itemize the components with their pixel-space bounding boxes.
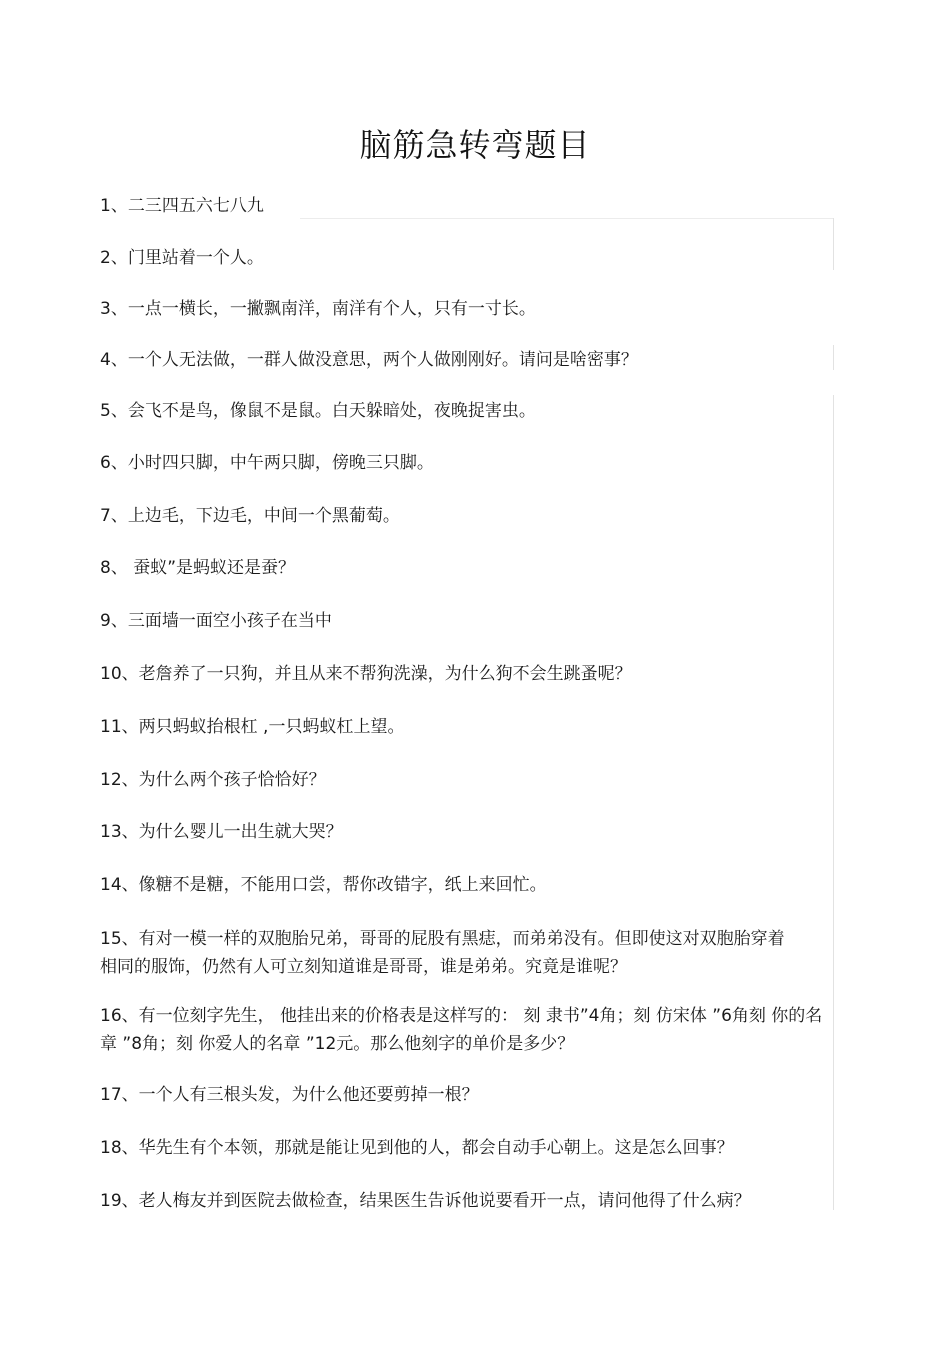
question-17: 17、一个人有三根头发，为什么他还要剪掉一根？ <box>100 1085 479 1105</box>
question-6: 6、小时四只脚，中午两只脚，傍晚三只脚。 <box>100 453 434 473</box>
question-11: 11、两只蚂蚁抬根杠 ,一只蚂蚁杠上望。 <box>100 717 405 737</box>
question-1: 1、二三四五六七八九 <box>100 196 264 216</box>
question-16: 16、有一位刻字先生， 他挂出来的价格表是这样写的： 刻 隶书”4角；刻 仿宋体 ”6角刻 你的名章 ”8角；刻 你爱人的名章 ”12元。那么他刻字的单价是多少？ <box>100 1006 823 1054</box>
question-7: 7、上边毛，下边毛，中间一个黑葡萄。 <box>100 506 400 526</box>
question-18: 18、华先生有个本领，那就是能让见到他的人，都会自动手心朝上。这是怎么回事？ <box>100 1138 734 1158</box>
question-13: 13、为什么婴儿一出生就大哭？ <box>100 822 343 842</box>
question-2: 2、门里站着一个人。 <box>100 248 264 268</box>
question-5: 5、会飞不是鸟，像鼠不是鼠。白天躲暗处，夜晚捉害虫。 <box>100 401 536 421</box>
question-19: 19、老人梅友并到医院去做检查，结果医生告诉他说要看开一点，请问他得了什么病？ <box>100 1191 751 1211</box>
question-4: 4、一个人无法做，一群人做没意思，两个人做刚刚好。请问是啥密事？ <box>100 350 638 370</box>
question-12: 12、为什么两个孩子恰恰好？ <box>100 770 326 790</box>
question-9: 9、三面墙一面空小孩子在当中 <box>100 611 332 631</box>
page-title: 脑筋急转弯题目 <box>359 126 591 164</box>
question-15: 15、有对一模一样的双胞胎兄弟，哥哥的屁股有黑痣，而弟弟没有。但即使这对双胞胎穿着相同的服饰，仍然有人可立刻知道谁是哥哥，谁是弟弟。究竟是谁呢？ <box>100 929 785 977</box>
question-3: 3、一点一横长，一撇飘南洋，南洋有个人，只有一寸长。 <box>100 299 536 319</box>
question-10: 10、老詹养了一只狗，并且从来不帮狗洗澡，为什么狗不会生跳蚤呢？ <box>100 664 632 684</box>
question-14: 14、像糖不是糖，不能用口尝，帮你改错字，纸上来回忙。 <box>100 875 547 895</box>
question-8: 8、 蚕蚁”是蚂蚁还是蚕？ <box>100 558 296 578</box>
